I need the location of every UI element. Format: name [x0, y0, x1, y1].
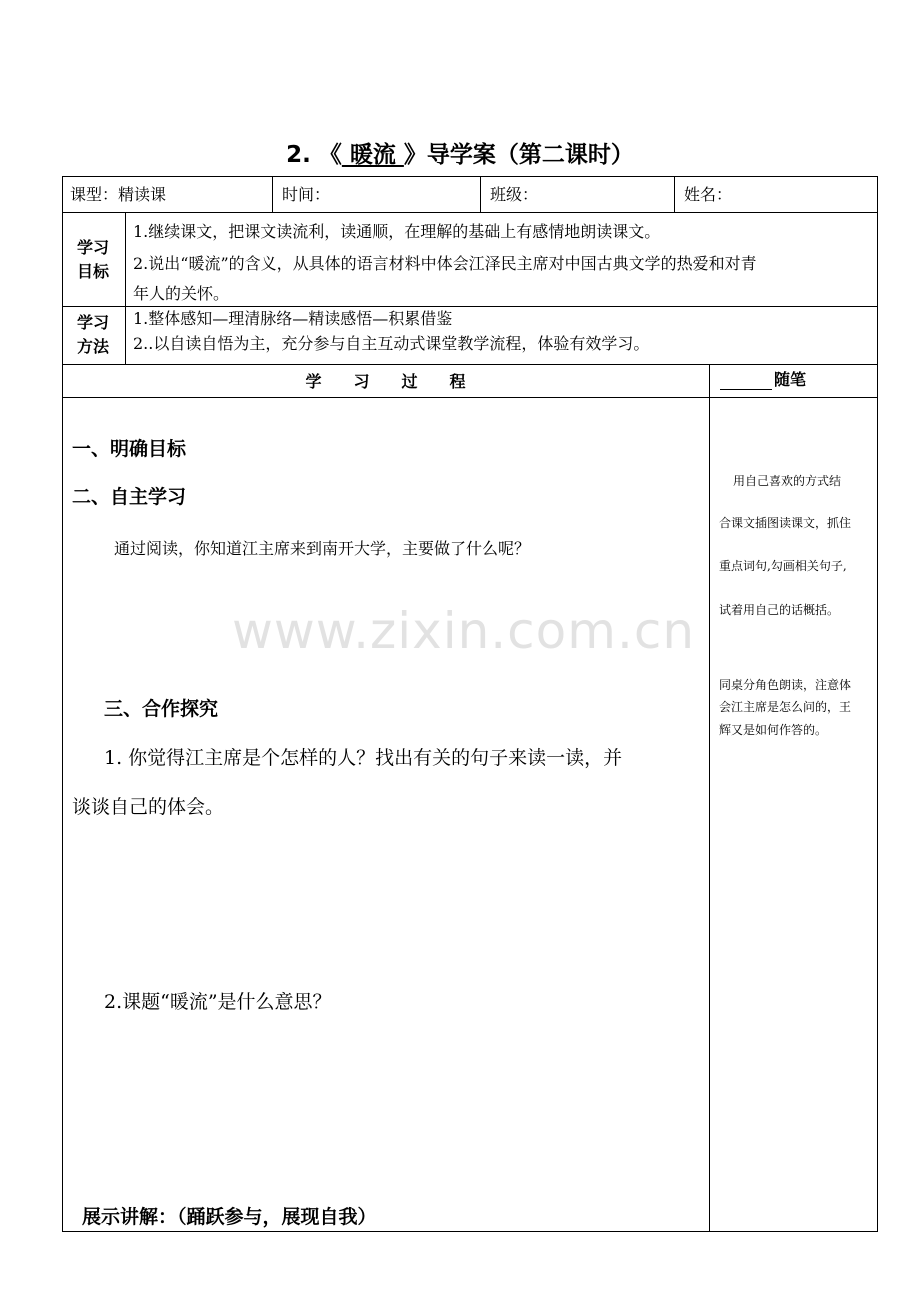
goal-item-1: 1.继续课文，把课文读流利，读通顺，在理解的基础上有感情地朗读课文。	[133, 222, 661, 241]
name-field: 姓名：	[684, 185, 733, 204]
side-note-1-line3: 重点词句,勾画相关句子,	[719, 559, 847, 573]
goals-label	[62, 236, 124, 284]
reading-question: 通过阅读，你知道江主席来到南开大学，主要做了什么呢？	[114, 539, 531, 558]
goals-label-line1: 学习	[76, 238, 109, 257]
methods-label-line1: 学习	[76, 313, 109, 332]
time-field: 时间：	[282, 185, 331, 204]
goals-label-line2: 目标	[76, 262, 109, 281]
methods-label	[62, 311, 124, 359]
title-suffix: 》导学案（第二课时）	[403, 142, 634, 168]
section-self-study: 二、自主学习	[72, 486, 187, 508]
process-header: 学 习 过 程	[305, 372, 466, 391]
question-1-line2: 谈谈自己的体会。	[72, 796, 225, 818]
side-note-2-line3: 辉又是如何作答的。	[719, 723, 828, 737]
question-2: 2.课题“暖流”是什么意思？	[104, 991, 332, 1013]
watermark-text: www.zixin.com.cn	[232, 602, 696, 660]
title-lesson-name: 暖流	[341, 142, 404, 168]
title-prefix: 2. 《	[286, 142, 342, 168]
side-note-1-line4: 试着用自己的话概括。	[719, 603, 840, 617]
method-item-2: 2..以自读自悟为主，充分参与自主互动式课堂教学流程，体验有效学习。	[133, 334, 650, 353]
class-field: 班级：	[490, 185, 539, 204]
section-clear-goals: 一、明确目标	[72, 438, 187, 460]
method-item-1: 1.整体感知—理清脉络—精读感悟—积累借鉴	[133, 309, 453, 328]
notes-header	[720, 367, 806, 390]
side-note-2-line1: 同桌分角色朗读，注意体	[719, 678, 852, 692]
notes-header-label: 随笔	[774, 370, 807, 389]
lesson-type: 课型：精读课	[70, 185, 167, 204]
question-1-line1: 1. 你觉得江主席是个怎样的人？找出有关的句子来读一读，并	[104, 747, 623, 769]
side-note-2-line2: 会江主席是怎么问的，王	[719, 700, 852, 714]
goal-item-2-line2: 年人的关怀。	[133, 284, 230, 303]
page-title	[0, 136, 920, 169]
side-note-1-line1: 用自己喜欢的方式结	[733, 474, 842, 488]
side-note-1-line2: 合课文插图读课文，抓住	[719, 516, 852, 530]
notes-header-blank	[720, 373, 772, 390]
display-explanation: 展示讲解：（踊跃参与，展现自我）	[82, 1206, 377, 1228]
methods-label-line2: 方法	[76, 337, 109, 356]
goal-item-2-line1: 2.说出“暖流”的含义，从具体的语言材料中体会江泽民主席对中国古典文学的热爱和对青	[133, 254, 757, 273]
section-cooperative-inquiry: 三、合作探究	[104, 698, 219, 720]
